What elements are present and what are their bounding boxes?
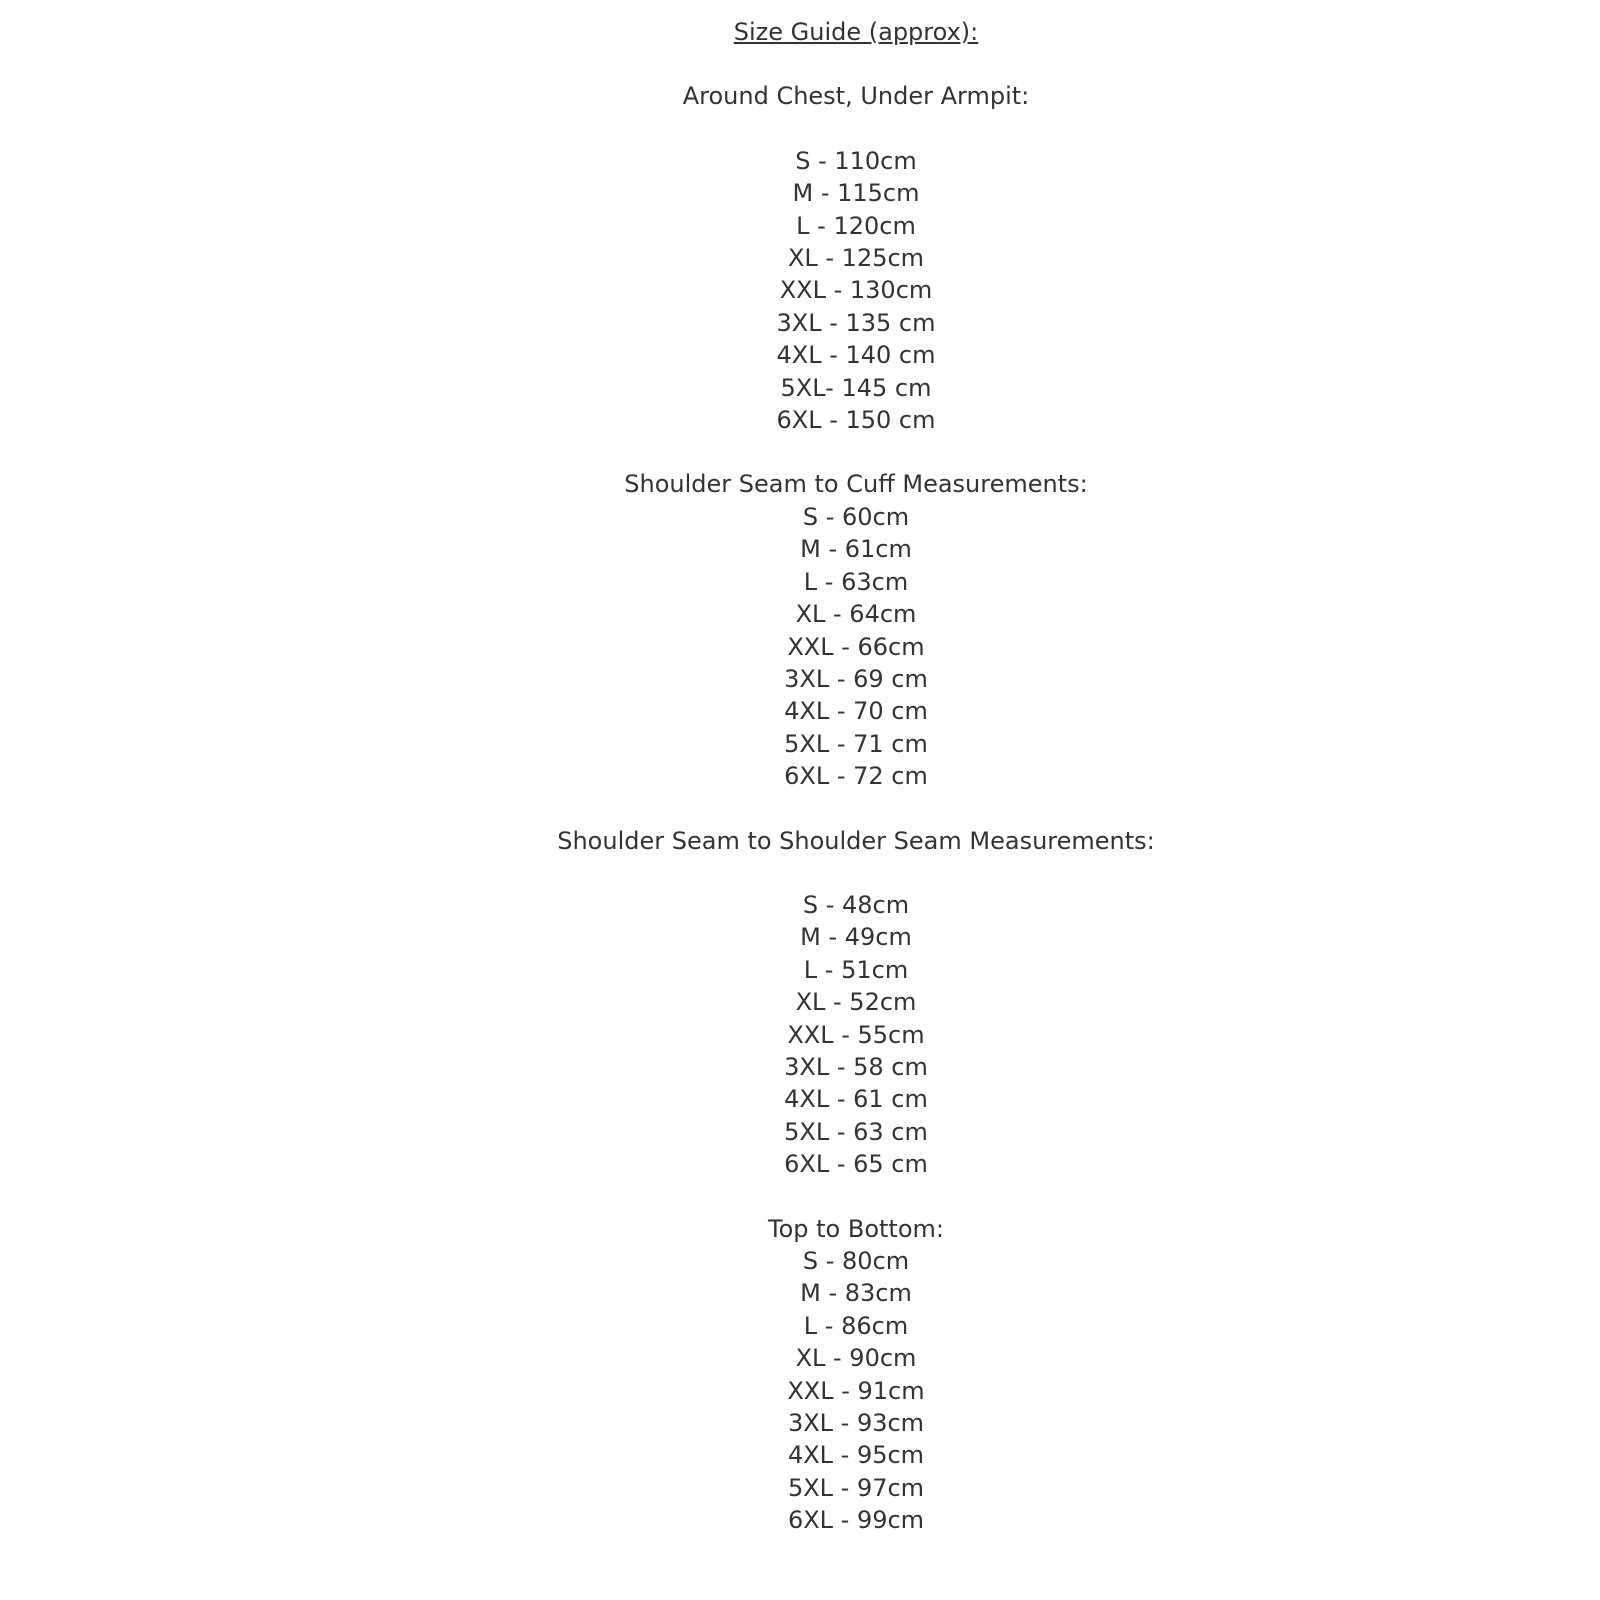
- size-row: 5XL - 97cm: [787, 1473, 925, 1502]
- size-row: 5XL - 63 cm: [784, 1117, 928, 1146]
- size-row: XXL - 55cm: [787, 1020, 925, 1049]
- size-row: M - 49cm: [800, 923, 912, 952]
- size-row: 4XL - 140 cm: [776, 341, 936, 370]
- size-row: S - 48cm: [802, 890, 910, 919]
- size-row: 4XL - 61 cm: [784, 1085, 928, 1114]
- section-heading-shoulder-to-cuff: Shoulder Seam to Cuff Measurements:: [624, 470, 1088, 499]
- size-row: S - 80cm: [802, 1247, 910, 1275]
- size-row: XL - 64cm: [795, 600, 917, 629]
- size-row: 4XL - 70 cm: [784, 697, 928, 726]
- size-row: 5XL - 71 cm: [784, 729, 928, 758]
- size-row: 3XL - 58 cm: [784, 1052, 928, 1081]
- size-row: 6XL - 65 cm: [784, 1150, 928, 1179]
- page-title: Size Guide (approx):: [733, 18, 979, 46]
- size-row: L - 51cm: [803, 955, 909, 984]
- size-row: M - 61cm: [800, 535, 912, 564]
- size-row: M - 83cm: [800, 1279, 912, 1308]
- size-row: XL - 90cm: [795, 1344, 917, 1373]
- size-row: 6XL - 99cm: [787, 1506, 925, 1535]
- size-row: 6XL - 72 cm: [784, 762, 928, 791]
- size-row: S - 60cm: [802, 502, 910, 531]
- size-row: L - 86cm: [803, 1311, 909, 1340]
- size-row: XXL - 130cm: [779, 276, 933, 305]
- size-row: L - 120cm: [796, 211, 916, 240]
- section-shoulder-to-cuff: [112, 468, 1600, 792]
- section-around-chest: [112, 80, 1600, 436]
- size-row: XXL - 91cm: [787, 1376, 925, 1405]
- section-top-to-bottom: [112, 1213, 1600, 1537]
- section-heading-shoulder-to-shoulder: Shoulder Seam to Shoulder Seam Measurements:: [557, 826, 1155, 855]
- size-row: XL - 125cm: [787, 244, 925, 273]
- size-row: S - 110cm: [795, 146, 917, 175]
- size-row: 6XL - 150 cm: [776, 406, 936, 435]
- size-row: M - 115cm: [792, 179, 920, 208]
- section-heading-top-to-bottom: Top to Bottom:: [768, 1214, 944, 1243]
- size-row: XXL - 66cm: [787, 632, 925, 661]
- size-row: 3XL - 93cm: [787, 1409, 925, 1438]
- size-row: 4XL - 95cm: [787, 1441, 925, 1470]
- size-row: XL - 52cm: [795, 988, 917, 1017]
- section-heading-around-chest: Around Chest, Under Armpit:: [682, 82, 1030, 111]
- size-row: 5XL- 145 cm: [780, 373, 932, 402]
- size-row: 3XL - 69 cm: [784, 664, 928, 693]
- section-shoulder-to-shoulder: [112, 825, 1600, 1181]
- size-row: 3XL - 135 cm: [776, 308, 936, 337]
- size-row: L - 63cm: [803, 567, 909, 596]
